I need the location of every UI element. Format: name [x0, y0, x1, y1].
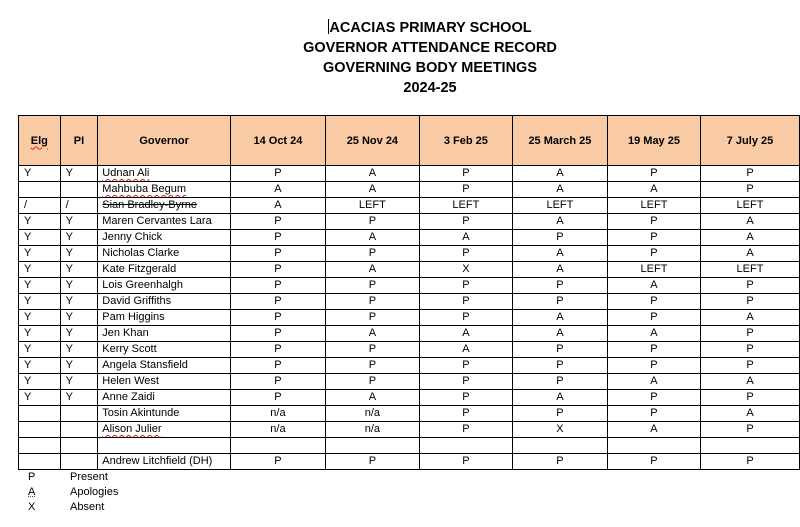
attendance-cell: P	[231, 294, 326, 310]
governor-name: Alison Julier	[102, 423, 162, 435]
attendance-cell: X	[512, 422, 607, 438]
attendance-cell: P	[325, 454, 419, 470]
meetings-title: GOVERNING BODY MEETINGS	[322, 60, 538, 76]
attendance-cell: A	[419, 342, 512, 358]
attendance-cell	[607, 438, 700, 454]
elg-cell: /	[19, 198, 61, 214]
attendance-cell: P	[231, 262, 326, 278]
attendance-cell: P	[607, 294, 700, 310]
elg-cell	[19, 182, 61, 198]
table-row	[19, 246, 800, 262]
attendance-cell: P	[419, 182, 512, 198]
table-row	[19, 374, 800, 390]
governor-cell	[98, 278, 231, 294]
pi-cell: /	[60, 198, 98, 214]
attendance-cell: P	[231, 342, 326, 358]
pi-cell: Y	[60, 230, 98, 246]
attendance-cell: P	[607, 246, 700, 262]
attendance-cell: P	[419, 406, 512, 422]
document-title	[0, 18, 800, 98]
elg-cell: Y	[19, 390, 61, 406]
attendance-cell: P	[231, 326, 326, 342]
governor-name: Jenny Chick	[102, 231, 163, 243]
header-meeting-5: 19 May 25	[607, 116, 700, 166]
governor-name: Kerry Scott	[102, 343, 157, 355]
table-row	[19, 166, 800, 182]
attendance-cell: A	[512, 310, 607, 326]
governor-name: Sian Bradley-Byrne	[102, 199, 198, 211]
attendance-cell: LEFT	[325, 198, 419, 214]
attendance-cell: A	[700, 214, 799, 230]
attendance-cell: A	[325, 230, 419, 246]
attendance-cell: A	[325, 166, 419, 182]
attendance-cell: P	[325, 358, 419, 374]
attendance-cell: P	[700, 342, 799, 358]
attendance-cell: P	[700, 390, 799, 406]
attendance-cell: P	[607, 230, 700, 246]
governor-cell	[98, 406, 231, 422]
governor-name: Tosin Akintunde	[102, 407, 180, 419]
attendance-cell: P	[419, 390, 512, 406]
attendance-cell: P	[231, 390, 326, 406]
attendance-cell: A	[700, 230, 799, 246]
pi-cell	[60, 182, 98, 198]
attendance-cell: P	[607, 214, 700, 230]
attendance-cell: P	[700, 182, 799, 198]
pi-cell: Y	[60, 390, 98, 406]
attendance-cell: A	[512, 214, 607, 230]
pi-cell: Y	[60, 262, 98, 278]
year-title: 2024-25	[403, 80, 457, 96]
header-governor: Governor	[98, 116, 231, 166]
attendance-cell: P	[231, 214, 326, 230]
attendance-cell: P	[700, 294, 799, 310]
attendance-cell: P	[419, 214, 512, 230]
table-row	[19, 422, 800, 438]
attendance-cell: P	[325, 214, 419, 230]
elg-cell: Y	[19, 262, 61, 278]
governor-cell	[98, 454, 231, 470]
header-meeting-3: 3 Feb 25	[419, 116, 512, 166]
attendance-cell: P	[325, 246, 419, 262]
table-row	[19, 390, 800, 406]
attendance-cell: X	[419, 262, 512, 278]
elg-cell: Y	[19, 294, 61, 310]
governor-name: Pam Higgins	[102, 311, 165, 323]
attendance-cell: P	[231, 358, 326, 374]
attendance-cell: P	[325, 310, 419, 326]
header-meeting-2: 25 Nov 24	[325, 116, 419, 166]
attendance-cell: P	[700, 278, 799, 294]
table-row	[19, 182, 800, 198]
attendance-cell: P	[419, 310, 512, 326]
attendance-cell: P	[419, 422, 512, 438]
pi-cell	[60, 422, 98, 438]
attendance-cell: P	[325, 278, 419, 294]
attendance-cell: P	[700, 454, 799, 470]
attendance-cell: P	[607, 310, 700, 326]
attendance-cell: A	[325, 390, 419, 406]
header-pi: PI	[60, 116, 98, 166]
attendance-cell: P	[419, 246, 512, 262]
attendance-cell: P	[325, 294, 419, 310]
elg-cell: Y	[19, 374, 61, 390]
table-row	[19, 262, 800, 278]
governor-name: Lois Greenhalgh	[102, 279, 183, 291]
elg-cell: Y	[19, 310, 61, 326]
governor-cell	[98, 230, 231, 246]
elg-cell	[19, 454, 61, 470]
table-row	[19, 454, 800, 470]
elg-cell	[19, 438, 61, 454]
governor-cell	[98, 294, 231, 310]
attendance-cell: P	[325, 342, 419, 358]
attendance-cell: P	[607, 406, 700, 422]
attendance-cell: P	[419, 374, 512, 390]
header-row	[19, 116, 800, 166]
attendance-cell: P	[231, 246, 326, 262]
attendance-cell: A	[419, 230, 512, 246]
table-row	[19, 198, 800, 214]
legend-text: Present	[70, 471, 108, 483]
attendance-cell: A	[512, 326, 607, 342]
attendance-cell: P	[419, 358, 512, 374]
governor-cell	[98, 422, 231, 438]
attendance-cell: A	[607, 182, 700, 198]
pi-cell	[60, 406, 98, 422]
table-row	[19, 310, 800, 326]
pi-cell: Y	[60, 246, 98, 262]
attendance-cell: A	[607, 374, 700, 390]
attendance-cell: A	[419, 326, 512, 342]
pi-cell: Y	[60, 374, 98, 390]
pi-cell: Y	[60, 326, 98, 342]
elg-cell	[19, 406, 61, 422]
attendance-cell: A	[512, 182, 607, 198]
header-meeting-6: 7 July 25	[700, 116, 799, 166]
attendance-cell: LEFT	[419, 198, 512, 214]
attendance-cell: P	[512, 358, 607, 374]
attendance-cell: A	[325, 326, 419, 342]
attendance-cell: P	[512, 230, 607, 246]
attendance-cell: P	[700, 166, 799, 182]
governor-name: David Griffiths	[102, 295, 172, 307]
attendance-cell: LEFT	[607, 262, 700, 278]
attendance-cell: P	[231, 166, 326, 182]
governor-cell	[98, 326, 231, 342]
attendance-cell: A	[700, 374, 799, 390]
attendance-cell: P	[231, 454, 326, 470]
pi-cell	[60, 454, 98, 470]
attendance-cell	[700, 438, 799, 454]
elg-cell: Y	[19, 342, 61, 358]
attendance-cell: P	[700, 358, 799, 374]
attendance-cell: LEFT	[512, 198, 607, 214]
attendance-cell	[512, 438, 607, 454]
attendance-cell: A	[325, 182, 419, 198]
elg-cell: Y	[19, 358, 61, 374]
school-name: ACACIAS PRIMARY SCHOOL	[329, 20, 532, 36]
pi-cell: Y	[60, 294, 98, 310]
attendance-cell: A	[700, 406, 799, 422]
attendance-cell: P	[325, 374, 419, 390]
attendance-cell: A	[700, 310, 799, 326]
attendance-cell: A	[700, 246, 799, 262]
attendance-cell: P	[512, 406, 607, 422]
governor-name: Maren Cervantes Lara	[102, 215, 212, 227]
pi-cell: Y	[60, 214, 98, 230]
elg-cell	[19, 422, 61, 438]
governor-name: Andrew Litchfield (DH)	[102, 455, 213, 467]
governor-cell	[98, 438, 231, 454]
governor-name: Helen West	[102, 375, 159, 387]
attendance-cell	[231, 438, 326, 454]
governor-cell	[98, 390, 231, 406]
governor-cell	[98, 262, 231, 278]
pi-cell: Y	[60, 166, 98, 182]
attendance-cell: P	[607, 342, 700, 358]
governor-cell	[98, 310, 231, 326]
governor-cell	[98, 246, 231, 262]
legend-text: Absent	[70, 501, 105, 513]
legend-code: A	[28, 486, 36, 498]
governor-name: Kate Fitzgerald	[102, 263, 177, 275]
attendance-cell: P	[512, 278, 607, 294]
governor-name: Anne Zaidi	[102, 391, 155, 403]
attendance-cell: A	[607, 326, 700, 342]
table-row	[19, 326, 800, 342]
elg-cell: Y	[19, 326, 61, 342]
attendance-cell: LEFT	[700, 262, 799, 278]
elg-cell: Y	[19, 278, 61, 294]
legend-code: P	[28, 471, 36, 483]
governor-cell	[98, 182, 231, 198]
governor-name: Jen Khan	[102, 327, 149, 339]
legend-code: X	[28, 501, 36, 513]
governor-cell	[98, 198, 231, 214]
table-row	[19, 278, 800, 294]
attendance-cell: P	[231, 374, 326, 390]
attendance-cell: P	[419, 454, 512, 470]
attendance-cell: A	[512, 166, 607, 182]
elg-cell: Y	[19, 166, 61, 182]
governor-name: Udnan Ali	[102, 167, 150, 179]
attendance-cell: P	[607, 390, 700, 406]
attendance-cell: P	[512, 454, 607, 470]
attendance-cell: A	[607, 422, 700, 438]
attendance-table	[18, 115, 800, 470]
pi-cell: Y	[60, 342, 98, 358]
attendance-cell: A	[607, 278, 700, 294]
attendance-cell: LEFT	[700, 198, 799, 214]
attendance-cell: n/a	[325, 422, 419, 438]
attendance-cell	[325, 438, 419, 454]
pi-cell: Y	[60, 278, 98, 294]
attendance-cell: A	[325, 262, 419, 278]
governor-cell	[98, 166, 231, 182]
pi-cell	[60, 438, 98, 454]
attendance-cell: P	[607, 454, 700, 470]
elg-cell: Y	[19, 214, 61, 230]
governor-name: Mahbuba Begum	[102, 183, 187, 195]
attendance-cell: P	[419, 166, 512, 182]
elg-cell: Y	[19, 246, 61, 262]
attendance-cell: LEFT	[607, 198, 700, 214]
attendance-cell: n/a	[231, 406, 326, 422]
attendance-cell: A	[512, 390, 607, 406]
attendance-cell: n/a	[231, 422, 326, 438]
pi-cell: Y	[60, 310, 98, 326]
attendance-cell: P	[700, 326, 799, 342]
attendance-cell: A	[231, 182, 326, 198]
attendance-cell: P	[607, 166, 700, 182]
governor-cell	[98, 214, 231, 230]
attendance-cell: P	[231, 230, 326, 246]
table-row	[19, 438, 800, 454]
governor-cell	[98, 374, 231, 390]
header-elg: Elg	[19, 116, 61, 166]
record-title: GOVERNOR ATTENDANCE RECORD	[303, 40, 557, 56]
elg-cell: Y	[19, 230, 61, 246]
table-row	[19, 214, 800, 230]
header-meeting-1: 14 Oct 24	[231, 116, 326, 166]
attendance-cell	[419, 438, 512, 454]
governor-cell	[98, 342, 231, 358]
table-row	[19, 406, 800, 422]
attendance-cell: P	[419, 294, 512, 310]
legend-text: Apologies	[70, 486, 119, 498]
attendance-cell: P	[419, 278, 512, 294]
table-row	[19, 294, 800, 310]
table-row	[19, 358, 800, 374]
attendance-cell: P	[607, 358, 700, 374]
attendance-cell: P	[700, 422, 799, 438]
attendance-cell: A	[231, 198, 326, 214]
table-row	[19, 230, 800, 246]
attendance-cell: P	[231, 310, 326, 326]
governor-name: Nicholas Clarke	[102, 247, 180, 259]
attendance-cell: P	[231, 278, 326, 294]
attendance-cell: P	[512, 294, 607, 310]
attendance-cell: A	[512, 262, 607, 278]
attendance-cell: n/a	[325, 406, 419, 422]
governor-cell	[98, 358, 231, 374]
attendance-cell: P	[512, 374, 607, 390]
attendance-cell: A	[512, 246, 607, 262]
attendance-cell: P	[512, 342, 607, 358]
header-meeting-4: 25 March 25	[512, 116, 607, 166]
table-row	[19, 342, 800, 358]
pi-cell: Y	[60, 358, 98, 374]
governor-name: Angela Stansfield	[102, 359, 188, 371]
